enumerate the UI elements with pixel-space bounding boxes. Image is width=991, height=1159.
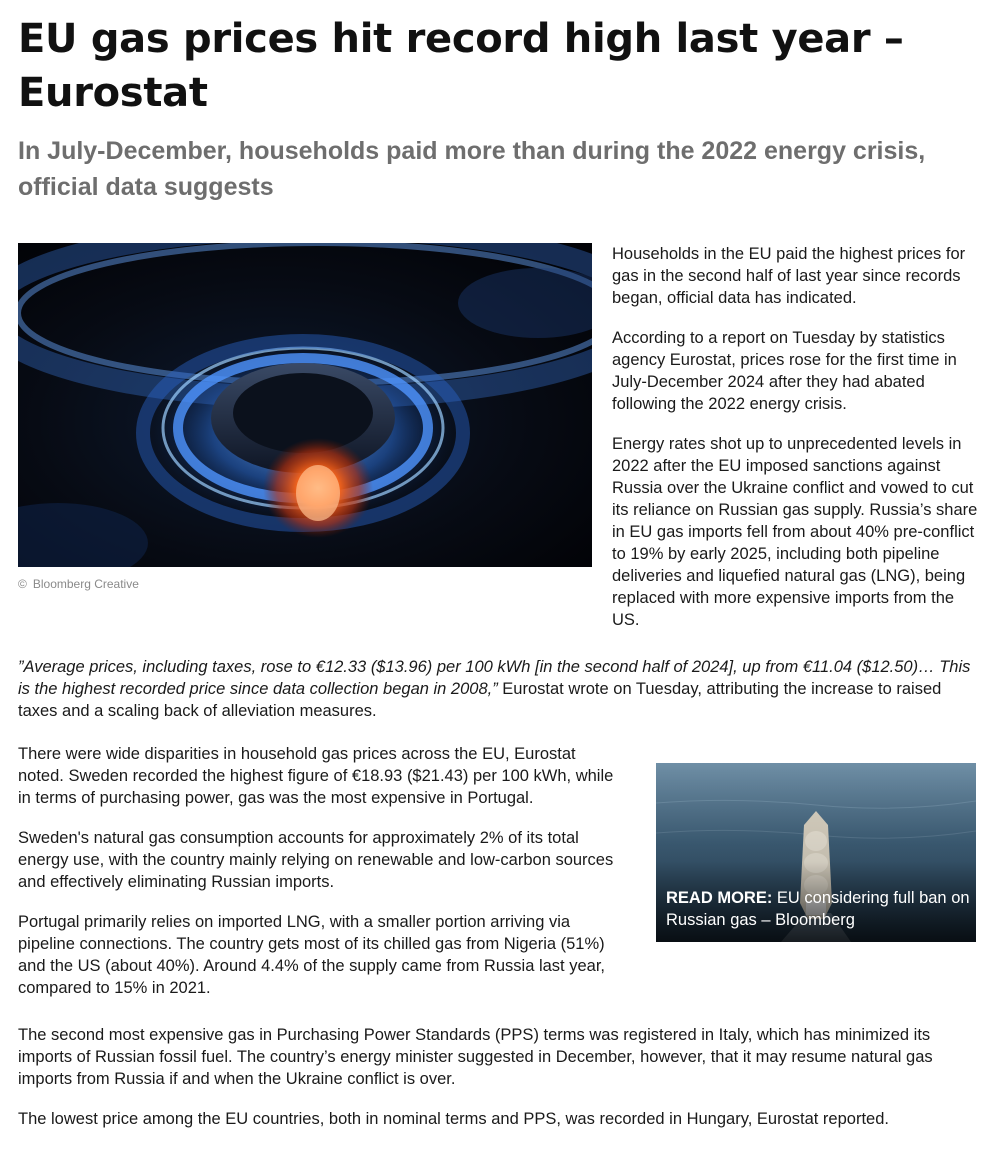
read-more-card[interactable]: [656, 763, 976, 942]
gas-burner-flame-photo: [18, 243, 592, 567]
copyright-icon: ©: [18, 577, 27, 591]
paragraph: There were wide disparities in household gas prices across the EU, Eurostat noted. Sweden recorded the highest figure of €18.93 ($21.43) per 100 kWh, while in terms of purchasing power, gas was the most expensive in Portugal.: [18, 745, 614, 807]
article-headline: EU gas prices hit record high last year – Eurostat: [18, 16, 904, 116]
read-more-text[interactable]: [666, 887, 971, 931]
right-column: [612, 243, 980, 649]
paragraph: Energy rates shot up to unprecedented levels in 2022 after the EU imposed sanctions against Russia over the Ukraine conflict and vowed to cut its reliance on Russian gas supply. Russia’s share in EU gas imports fell from about 40% pre-conflict to 19% by early 2025, including both pipeline deliveries and liquefied natural gas (LNG), being replaced with more expensive imports from the US.: [612, 435, 978, 629]
bottom-section: [18, 1024, 980, 1148]
paragraph: Households in the EU paid the highest prices for gas in the second half of last year since records began, official data has indicated.: [612, 245, 966, 307]
left-column: [18, 743, 622, 1017]
paragraph: The lowest price among the EU countries, both in nominal terms and PPS, was recorded in Hungary, Eurostat reported.: [18, 1110, 889, 1128]
quote-attribution: Eurostat wrote on Tuesday, attributing the increase to raised taxes and a scaling back of alleviation measures.: [18, 680, 942, 720]
paragraph: The second most expensive gas in Purchasing Power Standards (PPS) terms was registered in Italy, which has minimized its imports of Russian fossil fuel. The country’s energy minister suggested in December, however, that it may resume natural gas imports from Russia if and when the Ukraine conflict is over.: [18, 1026, 933, 1088]
eurostat-quote: ”Average prices, including taxes, rose to €12.33 ($13.96) per 100 kWh [in the second half of 2024], up from €11.04 ($12.50)… This is the highest recorded price since data collection began in 2008,”: [18, 658, 971, 698]
paragraph: According to a report on Tuesday by statistics agency Eurostat, prices rose for the first time in July-December 2024 after they had abated following the 2022 energy crisis.: [612, 329, 957, 413]
read-more-label: READ MORE:: [666, 889, 773, 907]
image-caption: [18, 577, 139, 591]
quote-paragraph: [18, 656, 980, 722]
hero-image: [18, 243, 592, 567]
paragraph: Portugal primarily relies on imported LNG, with a smaller portion arriving via pipeline connections. The country gets most of its chilled gas from Nigeria (51%) and the US (about 40%). Around 4.4% of the supply came from Russia last year, compared to 15% in 2021.: [18, 913, 605, 997]
read-more-title[interactable]: EU considering full ban on Russian gas – Bloomberg: [666, 889, 970, 929]
article-subheadline: In July-December, households paid more than during the 2022 energy crisis, official data suggests: [18, 137, 926, 201]
caption-text: Bloomberg Creative: [32, 577, 139, 591]
paragraph: Sweden's natural gas consumption accounts for approximately 2% of its total energy use, with the country mainly relying on renewable and low-carbon sources and effectively eliminating Russian imports.: [18, 829, 614, 891]
